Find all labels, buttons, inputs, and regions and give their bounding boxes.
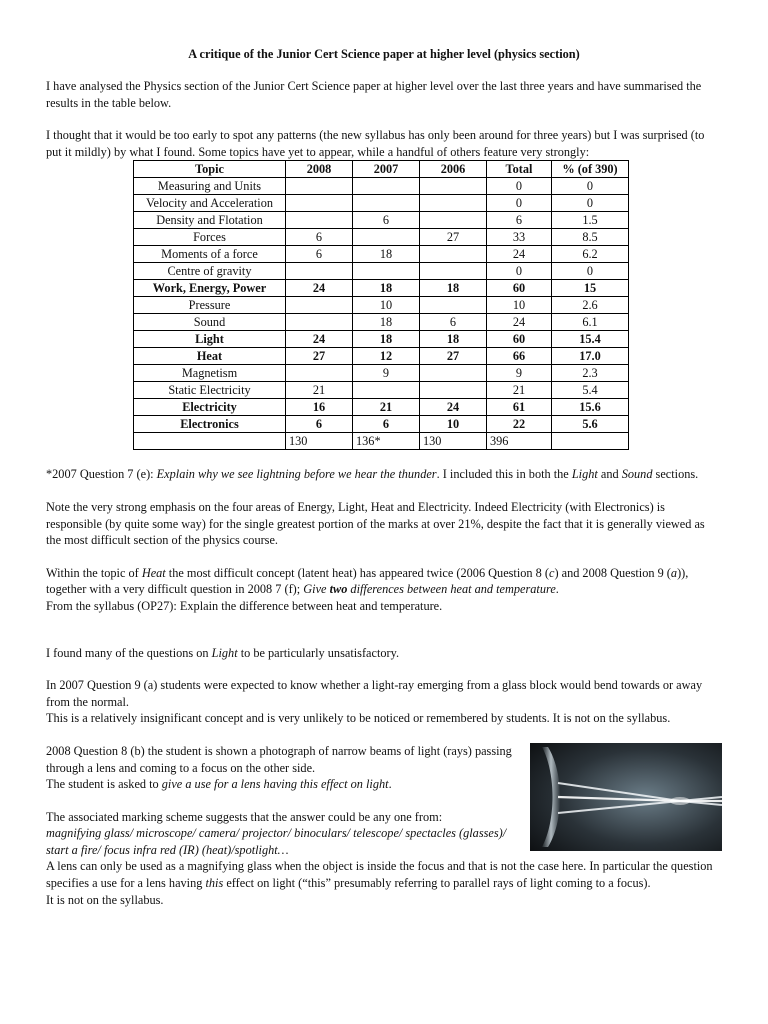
table-body [134,178,629,433]
cell-2006 [420,212,487,229]
cell-2006: 10 [420,416,487,433]
cell-percent: 2.6 [552,297,629,314]
cell-2007: 6 [353,416,420,433]
cell-total: 33 [487,229,552,246]
heat-give: Give [303,582,330,597]
cell-2006 [420,297,487,314]
cell-percent: 6.2 [552,246,629,263]
cell-percent: 6.1 [552,314,629,331]
footnote-question: Explain why we see lightning before we hear the thunder [156,467,437,482]
cell-2008: 16 [286,399,353,416]
heat-text-e: ) and 2008 Question 9 ( [554,565,671,580]
cell-percent: 0 [552,195,629,212]
cell-2007 [353,263,420,280]
heat-text-k: . [555,582,559,597]
light-intro-c: to be particularly unsatisfactory. [237,645,400,660]
cell-total: 0 [487,195,552,212]
heat-differences: differences between heat and temperature [347,582,556,597]
cell-percent: 15.4 [552,331,629,348]
table-row [134,229,629,246]
cell-2007: 6 [353,212,420,229]
cell-percent: 15.6 [552,399,629,416]
cell-2006: 24 [420,399,487,416]
cell-2007 [353,382,420,399]
syllabus-line: From the syllabus (OP27): Explain the difference between heat and temperature. [46,598,443,613]
total-2007: 136* [353,433,420,450]
cell-2006: 27 [420,348,487,365]
cell-total: 6 [487,212,552,229]
table-row [134,399,629,416]
cell-2007: 18 [353,331,420,348]
cell-percent: 2.3 [552,365,629,382]
total-percent [552,433,629,450]
q2008-period: . [388,777,392,792]
heat-text-g: )), together with a very difficult question in 2008 7 (f); [46,565,689,597]
cell-total: 66 [487,348,552,365]
cell-2007: 18 [353,246,420,263]
table-row [134,297,629,314]
topic-cell: Magnetism [134,365,286,382]
heat-topic: Heat [141,565,166,580]
totals-label-cell [134,433,286,450]
topic-cell: Static Electricity [134,382,286,399]
table-row [134,314,629,331]
cell-2006: 27 [420,229,487,246]
lens-this: this [205,876,224,891]
cell-percent: 5.4 [552,382,629,399]
topic-cell: Forces [134,229,286,246]
topic-cell: Density and Flotation [134,212,286,229]
cell-2007: 9 [353,365,420,382]
cell-2008 [286,195,353,212]
footnote-sound: Sound [621,467,653,482]
light-intro [46,645,722,662]
heat-part-a: a [670,565,678,580]
cell-2008: 27 [286,348,353,365]
topic-cell: Velocity and Acceleration [134,195,286,212]
cell-percent: 8.5 [552,229,629,246]
cell-percent: 1.5 [552,212,629,229]
cell-2008 [286,178,353,195]
lens-photograph [530,743,722,851]
cell-percent: 0 [552,263,629,280]
header-2008: 2008 [286,161,353,178]
marking-scheme-line: The associated marking scheme suggests that the answer could be any one from: [46,809,443,824]
cell-2007 [353,229,420,246]
cell-2007: 12 [353,348,420,365]
cell-2008: 6 [286,229,353,246]
table-row [134,263,629,280]
table-row [134,331,629,348]
total-overall: 396 [487,433,552,450]
cell-2008: 24 [286,280,353,297]
q2007-line-1: In 2007 Question 9 (a) students were expected to know whether a light-ray emerging from a glass block would bend towards or away from the normal. [46,678,703,709]
q2008-section [46,743,722,908]
heat-text-a: Within the topic of [46,565,142,580]
cell-2008 [286,365,353,382]
heat-paragraph [46,565,722,598]
header-2007: 2007 [353,161,420,178]
intro-paragraph-1: I have analysed the Physics section of the Junior Cert Science paper at higher level over the last three years and have summarised the results in the table below. [46,79,702,110]
emphasis-paragraph: Note the very strong emphasis on the four areas of Energy, Light, Heat and Electricity. Indeed Electricity (with Electronics) is responsible (by quite some way) for the single greatest portion of the marks at over 21%, despite the fact that it is generally viewed as the most difficult section of the physics course. [46,499,705,548]
topic-cell: Electricity [134,399,286,416]
total-2008: 130 [286,433,353,450]
table-row [134,246,629,263]
header-topic: Topic [134,161,286,178]
cell-2007 [353,195,420,212]
marking-scheme-list [46,825,516,858]
footnote-and: and [597,467,622,482]
cell-2006 [420,263,487,280]
cell-2006 [420,246,487,263]
heat-part-c: c [548,565,555,580]
footnote-end: sections. [652,467,699,482]
cell-2006 [420,365,487,382]
table-row [134,416,629,433]
topic-cell: Centre of gravity [134,263,286,280]
footnote-light: Light [571,467,598,482]
table-header-row [134,161,629,178]
footnote-text: . I included this in both the [436,467,572,482]
lens-text-a: A lens can only be used as a magnifying glass when the object is inside the focus and that is not the case here. In particular the question specifies a use for a lens having [46,859,713,891]
header-2006: 2006 [420,161,487,178]
cell-percent: 5.6 [552,416,629,433]
intro-paragraph-2: I thought that it would be too early to spot any patterns (the new syllabus has only been around for three years) but I was surprised (to put it mildly) by what I found. Some topics have yet to appear, while a handful of others feature very strongly: [46,128,705,159]
cell-2007 [353,178,420,195]
q2008-asked: The student is asked to [46,777,162,792]
cell-2008: 6 [286,416,353,433]
topic-cell: Measuring and Units [134,178,286,195]
cell-2008 [286,314,353,331]
table-row [134,178,629,195]
topic-cell: Moments of a force [134,246,286,263]
cell-total: 0 [487,178,552,195]
cell-2008 [286,297,353,314]
total-2006: 130 [420,433,487,450]
document-title: A critique of the Junior Cert Science paper at higher level (physics section) [188,47,580,61]
topic-cell: Light [134,331,286,348]
cell-2006 [420,195,487,212]
cell-total: 24 [487,246,552,263]
cell-total: 10 [487,297,552,314]
cell-total: 60 [487,280,552,297]
cell-2006: 18 [420,331,487,348]
topic-cell: Sound [134,314,286,331]
not-on-syllabus: It is not on the syllabus. [46,892,164,907]
cell-2007: 21 [353,399,420,416]
cell-total: 60 [487,331,552,348]
table-row [134,365,629,382]
topic-cell: Work, Energy, Power [134,280,286,297]
cell-2008: 21 [286,382,353,399]
table-row [134,348,629,365]
q2008-question: give a use for a lens having this effect on light [161,777,389,792]
cell-percent: 0 [552,178,629,195]
cell-2007: 18 [353,314,420,331]
cell-2006 [420,382,487,399]
cell-2006 [420,178,487,195]
topic-cell: Electronics [134,416,286,433]
document-page [46,46,722,908]
cell-2008: 24 [286,331,353,348]
table-row [134,212,629,229]
topic-cell: Pressure [134,297,286,314]
footnote-ref: *2007 Question 7 (e): [46,467,157,482]
lens-text-c: effect on light (“this” presumably referring to parallel rays of light coming to a focus). [223,876,651,891]
marking-scheme-answers: magnifying glass/ microscope/ camera/ projector/ binoculars/ telescope/ spectacles (glasses)/ start a fire/ focus infra red (IR) (heat)/spotlight… [46,826,507,857]
cell-total: 61 [487,399,552,416]
footnote [46,466,722,483]
header-total: Total [487,161,552,178]
cell-2006: 6 [420,314,487,331]
cell-percent: 15 [552,280,629,297]
cell-total: 21 [487,382,552,399]
cell-total: 0 [487,263,552,280]
cell-2006: 18 [420,280,487,297]
cell-2008 [286,212,353,229]
cell-total: 24 [487,314,552,331]
cell-2007: 18 [353,280,420,297]
results-table [133,160,629,450]
cell-2008: 6 [286,246,353,263]
lens-paragraph [46,858,722,891]
table-totals-row [134,433,629,450]
cell-percent: 17.0 [552,348,629,365]
light-intro-topic: Light [211,645,238,660]
heat-two: two [329,582,348,597]
cell-total: 9 [487,365,552,382]
q2008-line-1: 2008 Question 8 (b) the student is shown a photograph of narrow beams of light (rays) passing through a lens and coming to a focus on the other side. [46,743,512,775]
heat-text-c: the most difficult concept (latent heat) has appeared twice (2006 Question 8 ( [165,565,549,580]
cell-2007: 10 [353,297,420,314]
topic-cell: Heat [134,348,286,365]
table-row [134,195,629,212]
table-row [134,382,629,399]
q2007-line-2: This is a relatively insignificant concept and is very unlikely to be noticed or remembered by students. It is not on the syllabus. [46,711,671,726]
header-percent: % (of 390) [552,161,629,178]
table-row [134,280,629,297]
cell-total: 22 [487,416,552,433]
cell-2008 [286,263,353,280]
light-intro-a: I found many of the questions on [46,645,212,660]
